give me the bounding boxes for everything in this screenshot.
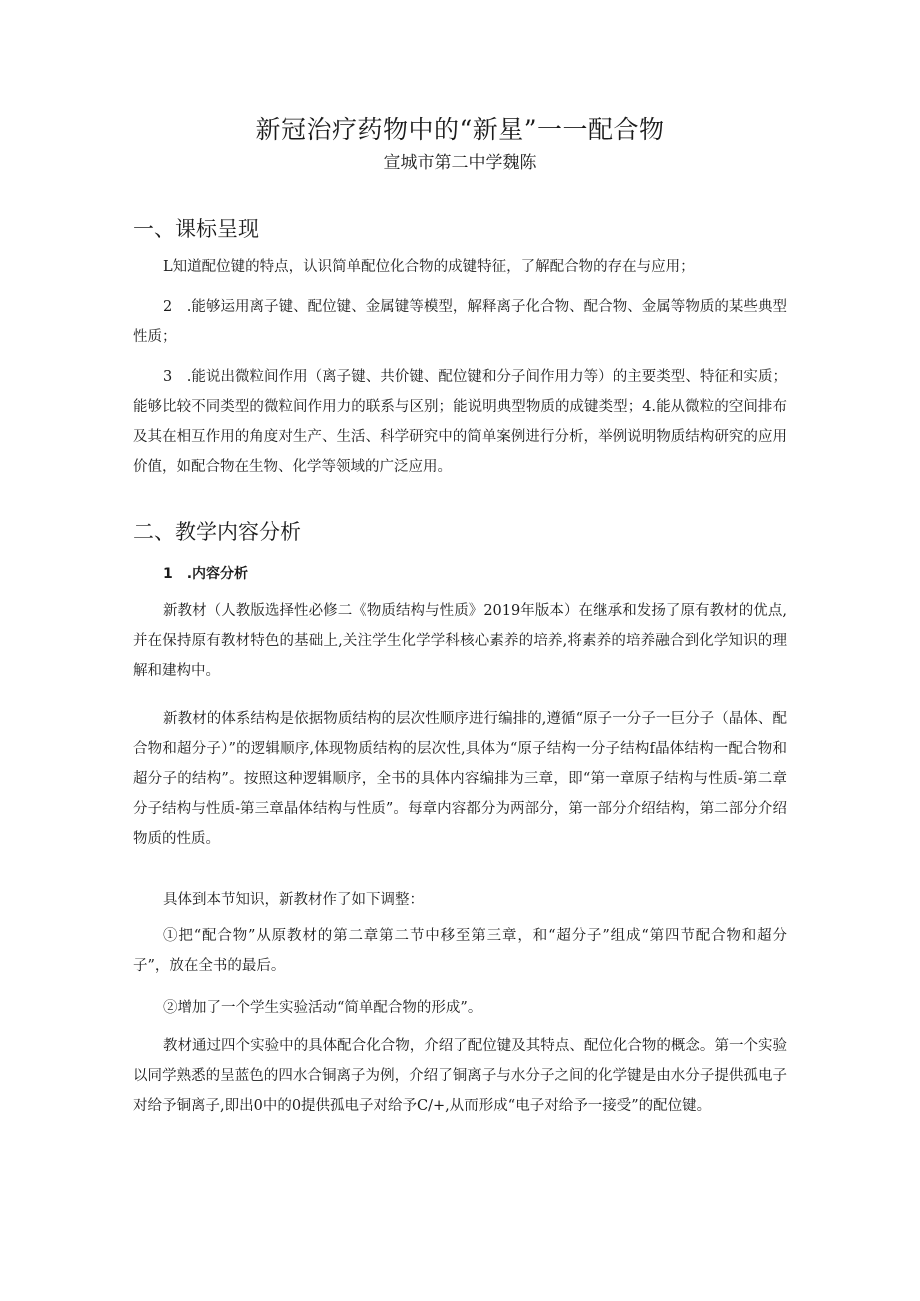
document-title: 新冠治疗药物中的“新星”一一配合物 bbox=[255, 115, 665, 144]
section-heading-content-analysis: 二、教学内容分析 bbox=[133, 520, 301, 544]
curriculum-item-3: 3 .能说出微粒间作用（离子键、共价键、配位键和分子间作用力等）的主要类型、特征和实质；能够比较不同类型的微粒间作用力的联系与区别；能说明典型物质的成键类型；4.能从微粒的空间排布及其在相互作用的角度对生产、生活、科学研究中的简单案例进行分析，举例说明物质结构研究的应用价值，如配合物在生物、化学等领域的广泛应用。 bbox=[133, 369, 787, 475]
subsection-heading: 1 .内容分析 bbox=[163, 566, 249, 582]
curriculum-item-1: L知道配位键的特点，认识简单配位化合物的成键特征，了解配合物的存在与应用； bbox=[163, 259, 695, 275]
curriculum-item-2: 2 .能够运用离子键、配位键、金属键等模型，解释离子化合物、配合物、金属等物质的某些典型性质； bbox=[133, 299, 787, 345]
paragraph-1: 新教材（人教版选择性必修二《物质结构与性质》2019年版本）在继承和发扬了原有教材的优点,并在保持原有教材特色的基础上,关注学生化学学科核心素养的培养,将素养的培养融合到化学知识的理解和建构中。 bbox=[133, 603, 787, 679]
paragraph-4: ①把“配合物”从原教材的第二章第二节中移至第三章，和“超分子”组成“第四节配合物和超分子”，放在全书的最后。 bbox=[133, 928, 787, 974]
paragraph-6: 教材通过四个实验中的具体配合化合物，介绍了配位键及其特点、配位化合物的概念。第一个实验以同学熟悉的呈蓝色的四水合铜离子为例，介绍了铜离子与水分子之间的化学键是由水分子提供孤电子对给予铜离子,即出0中的0提供孤电子对给予C/+,从而形成“电子对给予一接受”的配位键。 bbox=[133, 1038, 787, 1114]
paragraph-5: ②增加了一个学生实验活动“简单配合物的形成”。 bbox=[163, 1000, 483, 1016]
section-heading-curriculum: 一、课标呈现 bbox=[133, 217, 259, 241]
paragraph-3: 具体到本节知识，新教材作了如下调整： bbox=[163, 892, 424, 908]
paragraph-2: 新教材的体系结构是依据物质结构的层次性顺序进行编排的,遵循“原子一分子一巨分子（晶体、配合物和超分子）”的逻辑顺序,体现物质结构的层次性,具体为“原子结构一分子结构f晶体结构一配合物和超分子的结构”。按照这种逻辑顺序，全书的具体内容编排为三章，即“第一章原子结构与性质-第二章分子结构与性质-第三章晶体结构与性质”。每章内容都分为两部分，第一部分介绍结构，第二部分介绍物质的性质。 bbox=[133, 711, 787, 847]
document-author: 宣城市第二中学魏陈 bbox=[383, 153, 537, 173]
